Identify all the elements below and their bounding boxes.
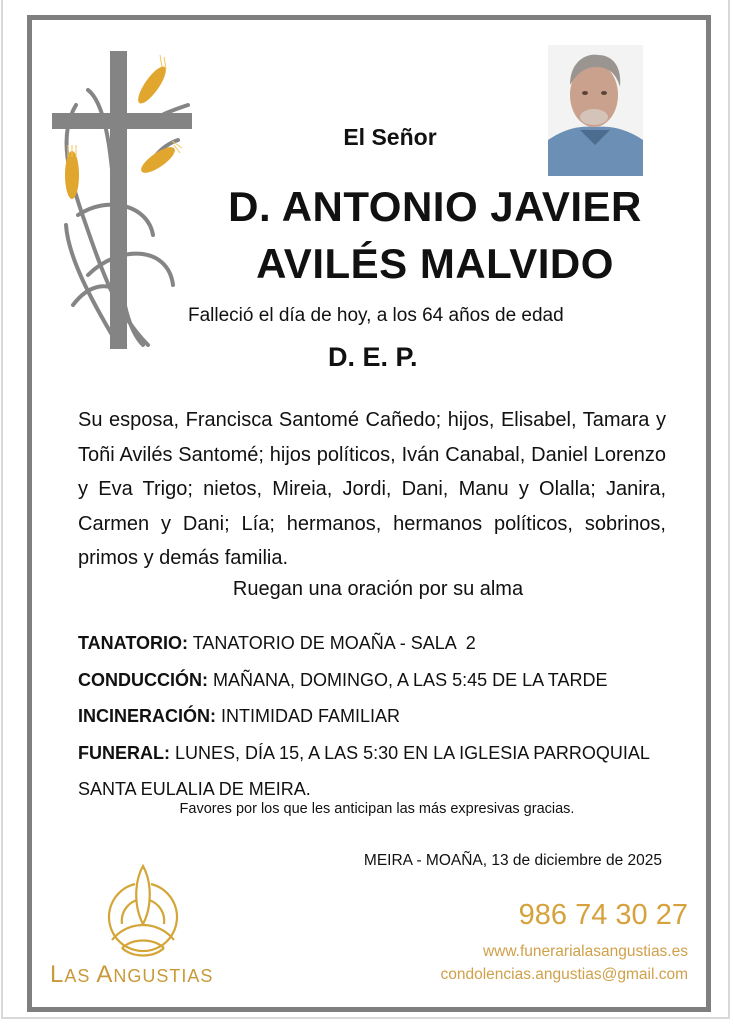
name-line-1: D. ANTONIO JAVIER — [228, 183, 642, 230]
service-details — [78, 625, 678, 808]
detail-value: TANATORIO DE MOAÑA - SALA 2 — [192, 633, 476, 653]
thanks-text: Favores por los que les anticipan las más expresivas gracias. — [179, 801, 575, 817]
family-text: Su esposa, Francisca Santomé Cañedo; hijos, Elisabel, Tamara y Toñi Avilés Santomé; hijos políticos, Iván Canabal, Daniel Lorenzo y Eva Trigo; nietos, Mireia, Jordi, Dani, Manu y Olalla; Janira, Carmen y Dani; Lía; hermanos, hermanos políticos, sobrinos, primos y demás familia. — [78, 409, 666, 569]
rip-text: D. E. P. — [328, 342, 418, 372]
phone-number[interactable]: 986 74 30 27 — [518, 899, 688, 931]
name-line-2: AVILÉS MALVIDO — [256, 240, 614, 287]
detail-row-conduccion — [78, 662, 678, 699]
detail-value: LUNES, DÍA 15, A LAS 5:30 EN LA IGLESIA PARROQUIAL — [175, 742, 650, 763]
detail-label: FUNERAL: — [78, 742, 170, 763]
place-date: MEIRA - MOAÑA, 13 de diciembre de 2025 — [363, 852, 662, 869]
salutation: El Señor — [343, 124, 437, 150]
detail-row-tanatorio — [78, 625, 678, 662]
detail-value: MAÑANA, DOMINGO, A LAS 5:45 DE LA TARDE — [213, 669, 608, 690]
detail-label: INCINERACIÓN: — [78, 706, 216, 726]
deceased-portrait — [548, 45, 643, 176]
detail-row-incineracion — [78, 698, 678, 735]
detail-row-funeral — [78, 735, 678, 772]
detail-label: CONDUCCIÓN: — [78, 669, 208, 690]
death-line: Falleció el día de hoy, a los 64 años de edad — [188, 305, 564, 326]
deceased-name — [150, 178, 720, 292]
email-link[interactable]: condolencias.angustias@gmail.com — [440, 966, 688, 983]
website-link[interactable]: www.funerarialasangustias.es — [482, 943, 688, 960]
detail-label: TANATORIO: — [78, 633, 188, 653]
brand-name: LAS ANGUSTIAS — [50, 961, 214, 988]
las-angustias-logo-icon — [98, 862, 188, 962]
detail-row-funeral-cont: SANTA EULALIA DE MEIRA. — [78, 779, 311, 799]
prayer-text: Ruegan una oración por su alma — [232, 578, 524, 600]
detail-value: INTIMIDAD FAMILIAR — [221, 706, 401, 726]
